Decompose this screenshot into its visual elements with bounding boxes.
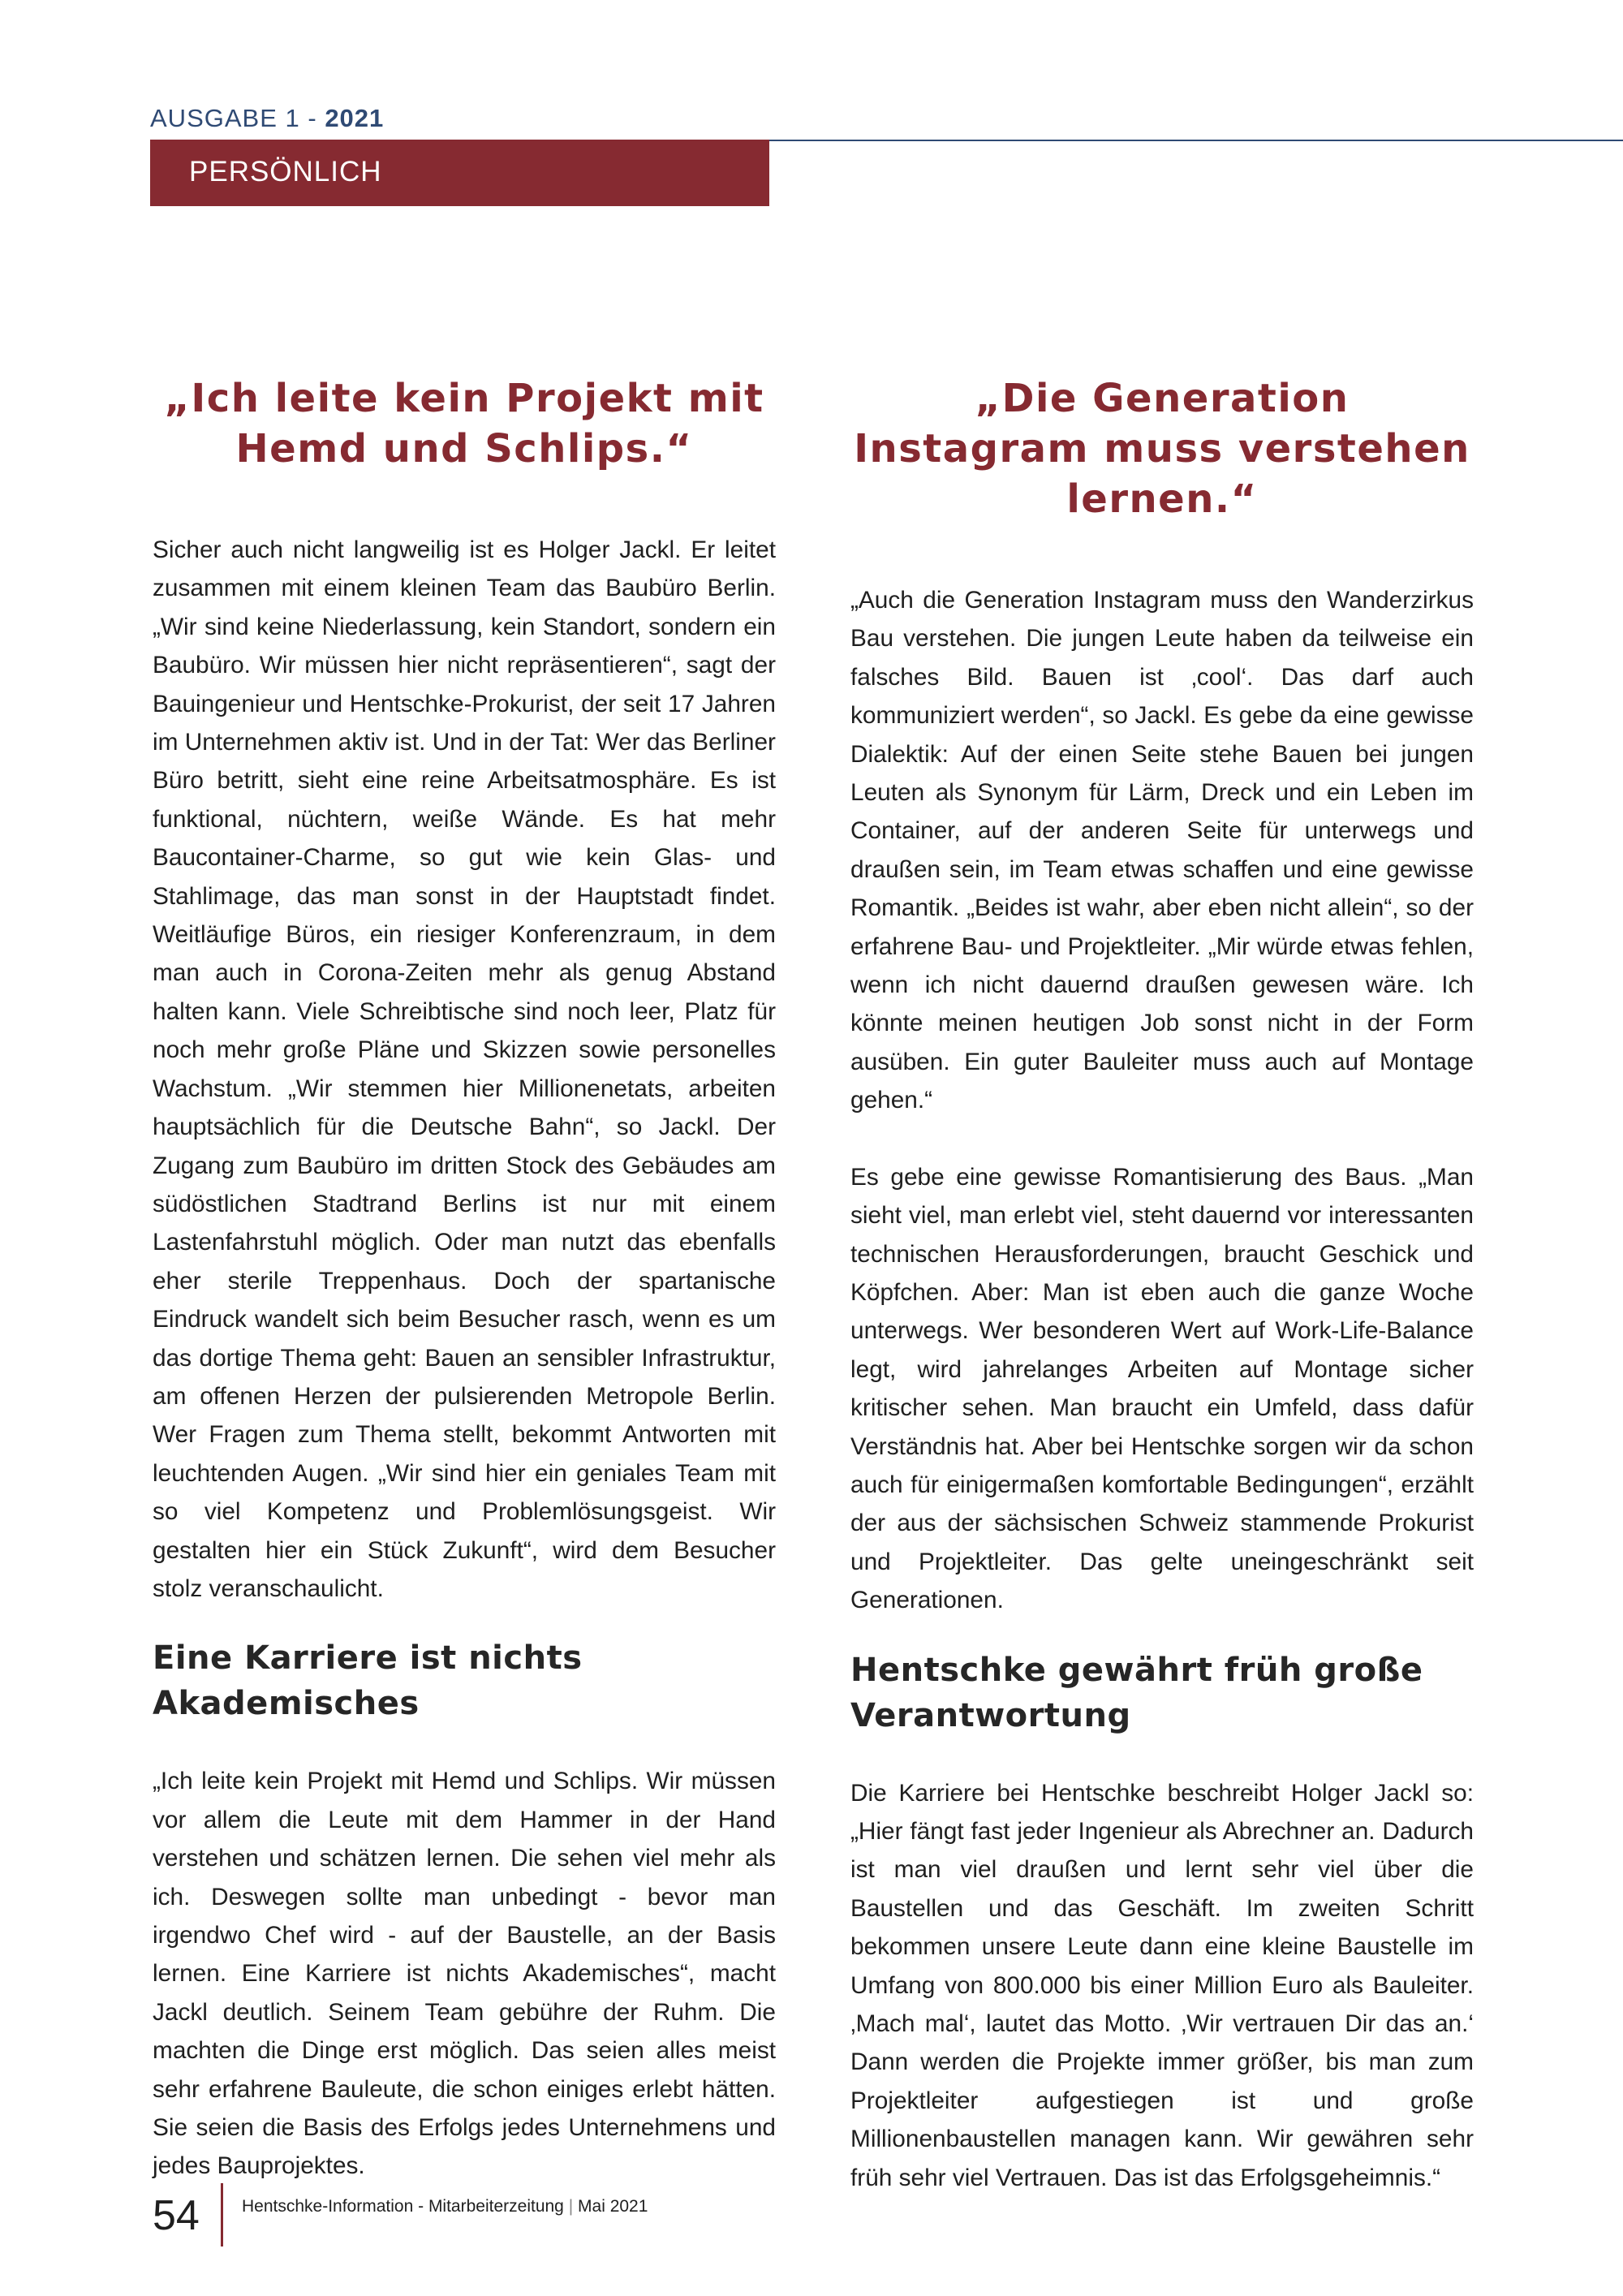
right-paragraph-2: Es gebe eine gewisse Romantisierung des Baus. „Man sieht viel, man erlebt viel, steht dauernd vor interessanten technischen Herausforderungen, braucht Geschick und Köpfchen. Aber: Man ist eben auch die ganze Woche unterwegs. Wer besonderen Wert auf Work-Life-Balance legt, wird jahrelanges Arbeiten auf Montage sicher kritischer sehen. Man braucht ein Umfeld, dass dafür Verständnis hat. Aber bei Hentschke sorgen wir da schon auch für einigermaßen komfortable Bedingungen“, erzählt der aus der sächsischen Schweiz stammende Prokurist und Projektleiter. Das gelte uneingeschränkt seit Generationen. [850,1163,1474,1614]
section-bar [150,140,769,206]
right-column [850,373,1474,2197]
issue-text: AUSGABE 1 - [150,104,317,132]
page-number: 54 [153,2192,200,2239]
footer-divider [221,2183,223,2246]
footer-separator: | [568,2197,574,2216]
left-quote-title: „Ich leite kein Projekt mit Hemd und Schlips.“ [164,376,764,472]
footer-publication: Hentschke-Information - Mitarbeiterzeitung | Mai 2021 [242,2197,648,2216]
right-paragraph-3: Die Karriere bei Hentschke beschreibt Holger Jackl so: „Hier fängt fast jeder Ingenieur als Abrechner an. Dadurch ist man viel draußen und lernt sehr viel über die Baustellen und das Geschäft. Im zweiten Schritt bekommen unsere Leute dann eine kleine Baustelle im Umfang von 800.000 bis einer Million Euro als Bauleiter. ‚Mach mal‘, lautet das Motto. ‚Wir vertrauen Dir das an.‘ Dann werden die Projekte immer größer, bis man zum Projektleiter aufgestiegen ist und große Millionenbaustellen managen kann. Wir gewähren sehr früh sehr viel Vertrauen. Das ist das Erfolgsgeheimnis.“ [850,1779,1474,2191]
issue-label [150,104,384,133]
left-column [153,373,776,2186]
publication-date: Mai 2021 [578,2197,648,2216]
left-paragraph-1: Sicher auch nicht langweilig ist es Holger Jackl. Er leitet zusammen mit einem kleinen Team das Baubüro Berlin. „Wir sind keine Niederlassung, kein Standort, sondern ein Baubüro. Wir müssen hier nicht repräsentieren“, sagt der Bauingenieur und Hentschke-Prokurist, der seit 17 Jahren im Unternehmen aktiv ist. Und in der Tat: Wer das Berliner Büro betritt, sieht eine reine Arbeitsatmosphäre. Es ist funktional, nüchtern, weiße Wände. Es hat mehr Baucontainer-Charme, so gut wie kein Glas- und Stahlimage, das man sonst in der Hauptstadt findet. Weitläufige Büros, ein riesiger Konferenzraum, in dem man auch in Corona-Zeiten mehr als genug Abstand halten kann. Viele Schreibtische sind noch leer, Platz für noch mehr große Pläne und Skizzen sowie personelles Wachstum. „Wir stemmen hier Millionenetats, arbeiten hauptsächlich für die Deutsche Bahn“, so Jackl. Der Zugang zum Baubüro im dritten Stock des Gebäudes am südöstlichen Stadtrand Berlins ist nur mit einem Lastenfahrstuhl möglich. Oder man nutzt das ebenfalls eher sterile Treppenhaus. Doch der spartanische Eindruck wandelt sich beim Besucher rasch, wenn es um das dortige Thema geht: Bauen an sensibler Infrastruktur, am offenen Herzen der pulsierenden Metropole Berlin. Wer Fragen zum Thema stellt, bekommt Antworten mit leuchtenden Augen. „Wir sind hier ein geniales Team mit so viel Kompetenz und Problemlösungsgeist. Wir gestalten hier ein Stück Zukunft“, wird dem Besucher stolz veranschaulicht. [153,536,776,1602]
right-subhead: Hentschke gewährt früh große Verantwortung [850,1651,1423,1734]
right-quote-title: „Die Generation Instagram muss verstehen lernen.“ [854,376,1470,522]
publication-name: Hentschke-Information [242,2197,414,2216]
header-rule [769,140,1623,141]
issue-year: 2021 [325,104,385,132]
publication-sub: Mitarbeiterzeitung [428,2197,564,2216]
right-paragraph-1: „Auch die Generation Instagram muss den Wanderzirkus Bau verstehen. Die jungen Leute haben da teilweise ein falsches Bild. Bauen ist ‚cool‘. Das darf auch kommuniziert werden“, so Jackl. Es gebe da eine gewisse Dialektik: Auf der einen Seite stehe Bauen bei jungen Leuten als Synonym für Lärm, Dreck und ein Leben im Container, auf der anderen Seite für unterwegs und draußen sein, im Team etwas schaffen und eine gewisse Romantik. „Beides ist wahr, aber eben nicht allein“, so der erfahrene Bau- und Projektleiter. „Mir würde etwas fehlen, wenn ich nicht dauernd draußen gewesen wäre. Ich könnte meinen heutigen Job sonst nicht in der Form ausüben. Ein guter Bauleiter muss auch auf Montage gehen.“ [850,587,1474,1114]
left-subhead: Eine Karriere ist nichts Akademisches [153,1639,583,1723]
section-title: PERSÖNLICH [189,156,382,187]
left-paragraph-2: „Ich leite kein Projekt mit Hemd und Schlips. Wir müssen vor allem die Leute mit dem Hammer in der Hand verstehen und schätzen lernen. Die sehen viel mehr als ich. Deswegen sollte man unbedingt - bevor man irgendwo Chef wird - auf der Baustelle, an der Basis lernen. Eine Karriere ist nichts Akademisches“, macht Jackl deutlich. Seinem Team gebühre der Ruhm. Die machten die Dinge erst möglich. Das seien alles meist sehr erfahrene Bauleute, die schon einiges erlebt hätten. Sie seien die Basis des Erfolgs jedes Unternehmens und jedes Bauprojektes. [153,1768,776,2180]
